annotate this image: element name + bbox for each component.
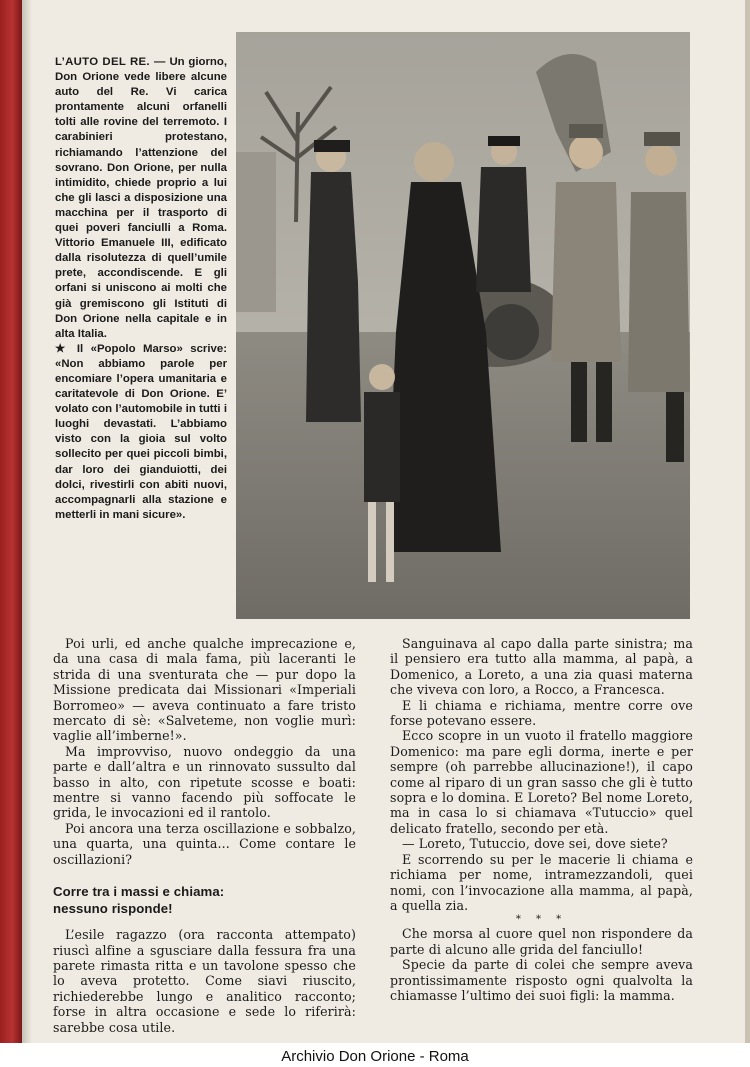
paragraph: Che morsa al cuore quel non rispondere da parte di alcuno alle grida del fanciullo!: [390, 926, 693, 957]
paragraph: Ecco scopre in un vuoto il fratello maggiore Domenico: ma pare egli dorma, inerte e per sempre (oh parrebbe allucinazione!), il capo come al riparo di un gran sasso che gli è tutto sopra e lo domina. E Loreto? Bel nome Loreto, ma in casa lo si chiamava «Tutuccio» quel delicato fratello, secondo per età.: [390, 728, 693, 836]
caption-text: Un giorno, Don Orione vede libere alcune auto del Re. Vi carica prontamente alcuni orfanelli tolti alle rovine del terremoto. I carabinieri protestano, richiamando l’attenzione del sovrano. Don Orione, per nulla intimidito, chiede proprio a lui che gli lasci a disposizione una macchina per il trasporto di quei poveri fanciulli a Roma. Vittorio Emanuele III, edificato dalla risolutezza di quell’umile prete, accondiscende. E gli orfani si uniscono ai molti che già gremiscono gli Istituti di Don Orione nella capitale e in alta Italia.: [55, 56, 227, 340]
article-column-right: [390, 636, 693, 1003]
caption-sidebar: [55, 55, 227, 523]
paragraph: L’esile ragazzo (ora racconta attempato) riuscì alfine a sgusciare dalla fessura fra una parete rimasta ritta e un tavolone spesso che lo aveva protetto. Come siavi riuscito, richiederebbe lungo e analitico racconto; forse in altra occasione e sede lo riferirà: sarebbe cosa utile.: [53, 927, 356, 1035]
paragraph: Poi urli, ed anche qualche imprecazione e, da una casa di mala fama, più laceranti le strida di una sventurata che — pur dopo la Missione predicata dai Missionari «Imperiali Borromeo» — aveva continuato a fare tristo mercato di sè: «Salveteme, non voglie murì: vaglie all’imberne!».: [53, 636, 356, 744]
caption-quote: ★ Il «Popolo Marso» scrive: «Non abbiamo parole per encomiare l’opera umanitaria e caritatevole di Don Orione. E’ volato con l’automobile in tutti i luoghi devastati. L’abbiamo visto con la gioia sul volto sollecito per quei piccoli bimbi, dar loro dei gianduiotti, dei dolci, rivestirli con abiti nuovi, accompagnarli alla stazione e metterli in mani sicure».: [55, 342, 227, 521]
binding-spine: [0, 0, 22, 1067]
page-edge: [745, 0, 750, 1067]
paragraph: Specie da parte di colei che sempre aveva prontissimamente risposto ogni qualvolta la chiamasse l’ultimo dei suoi figli: la mamma.: [390, 957, 693, 1003]
caption-paragraph: [55, 55, 227, 342]
section-subheading: [53, 883, 356, 917]
paragraph: Ma improvviso, nuovo ondeggio da una parte e dall’altra e un rinnovato sussulto dal basso in alto, con ripetute scosse e boati: mentre si vanno facendo più soffocate le grida, le invocazioni ed il rantolo.: [53, 743, 356, 821]
section-separator: * * *: [515, 914, 568, 926]
painting-illustration: [236, 32, 690, 619]
paragraph: Sanguinava al capo dalla parte sinistra; ma il pensiero era tutto alla mamma, al papà, a Domenico, a Loreto, a una zia quasi materna che viveva con loro, a Rocco, a Francesca.: [390, 636, 693, 698]
caption-heading: L’AUTO DEL RE. —: [55, 56, 166, 68]
paragraph: — Loreto, Tutuccio, dove sei, dove siete?: [402, 836, 668, 852]
spine-shadow: [22, 0, 32, 1067]
paragraph: E scorrendo su per le macerie li chiama e richiama per nome, intramezzandoli, quei nomi, con l’invocazione alla mamma, al papà, a quella zia.: [390, 851, 693, 913]
article-column-left: [53, 636, 356, 1035]
subheading-line: Corre tra i massi e chiama:: [53, 884, 225, 900]
paragraph: E li chiama e richiama, mentre corre ove forse potevano essere.: [390, 697, 693, 729]
archive-footer: Archivio Don Orione - Roma: [281, 1048, 469, 1065]
subheading-line: nessuno risponde!: [53, 901, 173, 917]
paragraph: Poi ancora una terza oscillazione e sobbalzo, una quarta, una quinta... Come contare le oscillazioni?: [53, 820, 356, 867]
